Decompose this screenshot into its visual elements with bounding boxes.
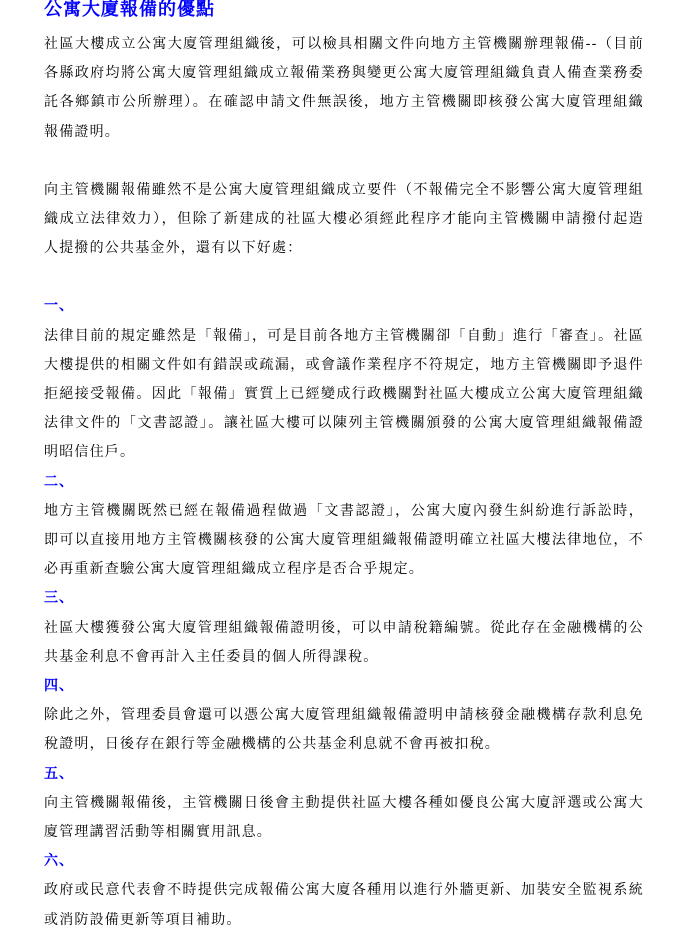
benefit-section-5 [44,760,644,848]
benefit-text-2: 地方主管機關既然已經在報備過程做過「文書認證」，公寓大廈內發生糾紛進行訴訟時，即可以直接用地方主管機關核發的公寓大廈管理組織報備證明確立社區大樓法律地位，不必再重新查驗公寓大廈管理組織成立程序是否合乎規定。 [44,502,644,578]
benefit-heading-6: 六、 [44,853,74,870]
benefit-heading-4: 四、 [44,678,74,695]
benefit-text-6: 政府或民意代表會不時提供完成報備公寓大廈各種用以進行外牆更新、加裝安全監視系統或消防設備更新等項目補助。 [44,882,644,928]
benefit-section-1 [44,292,644,467]
benefit-text-3: 社區大樓獲發公寓大廈管理組織報備證明後，可以申請稅籍編號。從此存在金融機構的公共基金利息不會再計入主任委員的個人所得課稅。 [44,619,644,665]
benefit-heading-3: 三、 [44,590,74,607]
benefit-text-5: 向主管機關報備後，主管機關日後會主動提供社區大樓各種如優良公寓大廈評選或公寓大廈管理講習活動等相關實用訊息。 [44,794,644,841]
benefit-section-2 [44,468,644,585]
document-page [44,0,644,935]
benefit-section-3 [44,584,644,672]
benefit-text-1: 法律目前的規定雖然是「報備」，可是目前各地方主管機關卻「自動」進行「審查」。社區大樓提供的相關文件如有錯誤或疏漏，或會議作業程序不符規定，地方主管機關即予退件拒絕接受報備。因此「報備」實質上已經變成行政機關對社區大樓成立公寓大廈管理組織法律文件的「文書認證」。讓社區大樓可以陳列主管機關頒發的公寓大廈管理組織報備證明昭信住戶。 [44,327,644,461]
benefit-section-6 [44,847,644,935]
benefit-section-4 [44,672,644,760]
benefit-heading-2: 二、 [44,473,74,490]
benefit-heading-5: 五、 [44,765,74,782]
document-title: 公寓大廈報備的優點 [44,0,215,20]
intro-paragraph-1: 社區大樓成立公寓大廈管理組織後，可以檢具相關文件向地方主管機關辦理報備--（目前各縣政府均將公寓大廈管理組織成立報備業務與變更公寓大廈管理組織負責人備查業務委託各鄉鎮市公所辦理）。在確認申請文件無誤後，地方主管機關即核發公寓大廈管理組織報備證明。 [44,36,644,140]
benefit-text-4: 除此之外，管理委員會還可以憑公寓大廈管理組織報備證明申請核發金融機構存款利息免稅證明，日後存在銀行等金融機構的公共基金利息就不會再被扣稅。 [44,707,644,753]
intro-paragraph-2: 向主管機關報備雖然不是公寓大廈管理組織成立要件（不報備完全不影響公寓大廈管理組織成立法律效力），但除了新建成的社區大樓必須經此程序才能向主管機關申請撥付起造人提撥的公共基金外，還有以下好處： [44,181,644,257]
benefit-heading-1: 一、 [44,298,74,315]
